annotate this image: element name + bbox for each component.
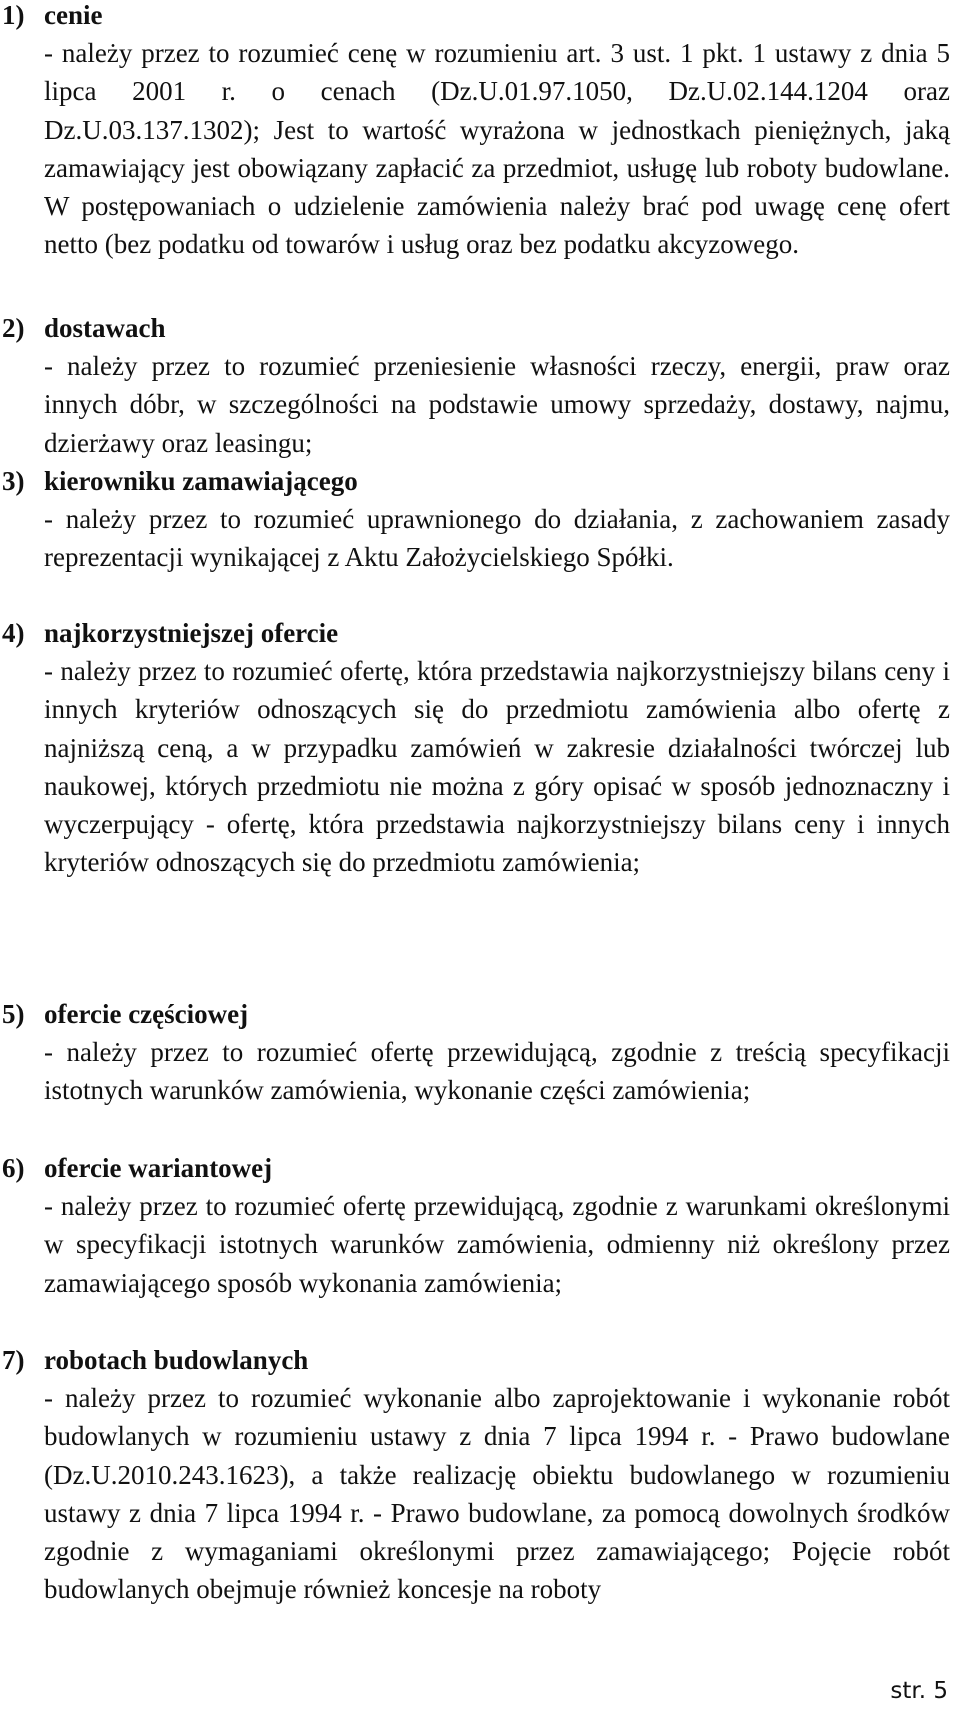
definition-item-ofercie-wariantowej [0, 1149, 960, 1302]
definition-heading [2, 1341, 950, 1379]
definition-item-ofercie-czesciowej [0, 995, 960, 1110]
definition-text: - należy przez to rozumieć ofertę, która przedstawia najkorzystniejszy bilans ceny i innych kryteriów odnoszących się do przedmiotu zamówienia albo ofertę z najniższą ceną, a w przypadku zamówień w zakresie działalności twórczej lub naukowej, których przedmiotu nie można z góry opisać w sposób jednoznaczny i wyczerpujący - ofertę, która przedstawia najkorzystniejszy bilans ceny i innych kryteriów odnoszących się do przedmiotu zamówienia; [44, 656, 950, 878]
definition-heading [2, 614, 950, 652]
definition-heading [2, 1149, 950, 1187]
definition-number: 4) [2, 618, 25, 648]
definition-item-kierowniku-zamawiajacego [0, 462, 960, 577]
definition-number: 2) [2, 313, 25, 343]
definition-term: najkorzystniejszej ofercie [44, 618, 339, 648]
definition-text: - należy przez to rozumieć przeniesienie własności rzeczy, energii, praw oraz innych dóbr, w szczególności na podstawie umowy sprzedaży, dostawy, najmu, dzierżawy oraz leasingu; [44, 351, 950, 458]
definition-heading [2, 995, 950, 1033]
definition-number: 6) [2, 1153, 25, 1183]
definition-number: 1) [2, 0, 25, 30]
definition-text: - należy przez to rozumieć ofertę przewidującą, zgodnie z treścią specyfikacji istotnych warunków zamówienia, wykonanie części zamówienia; [44, 1037, 950, 1106]
definition-term: ofercie częściowej [44, 999, 249, 1029]
definition-number: 5) [2, 999, 25, 1029]
definition-term: dostawach [44, 313, 166, 343]
definition-term: cenie [44, 0, 103, 30]
definition-number: 7) [2, 1345, 25, 1375]
definition-item-dostawach [0, 309, 960, 462]
definition-term: robotach budowlanych [44, 1345, 309, 1375]
definition-text: - należy przez to rozumieć wykonanie albo zaprojektowanie i wykonanie robót budowlanych w rozumieniu ustawy z dnia 7 lipca 1994 r. - Prawo budowlane (Dz.U.2010.243.1623), a także realizację obiektu budowlanego w rozumieniu ustawy z dnia 7 lipca 1994 r. - Prawo budowlane, za pomocą dowolnych środków zgodnie z wymaganiami określonymi przez zamawiającego; Pojęcie robót budowlanych obejmuje również koncesje na roboty [44, 1383, 950, 1605]
definition-item-robotach-budowlanych [0, 1341, 960, 1609]
definition-item-cenie [0, 0, 960, 264]
definition-heading [2, 462, 950, 500]
definition-text: - należy przez to rozumieć ofertę przewidującą, zgodnie z warunkami określonymi w specyfikacji istotnych warunków zamówienia, odmienny niż określony przez zamawiającego sposób wykonania zamówienia; [44, 1191, 950, 1298]
definition-term: kierowniku zamawiającego [44, 466, 358, 496]
definition-heading [2, 309, 950, 347]
definition-term: ofercie wariantowej [44, 1153, 273, 1183]
definition-heading [2, 0, 950, 34]
definition-item-najkorzystniejszej-ofercie [0, 614, 960, 882]
definition-text: - należy przez to rozumieć uprawnionego do działania, z zachowaniem zasady reprezentacji wynikającej z Aktu Założycielskiego Spółki. [44, 504, 950, 573]
page-number: str. 5 [890, 1678, 948, 1704]
definition-text: - należy przez to rozumieć cenę w rozumieniu art. 3 ust. 1 pkt. 1 ustawy z dnia 5 lipca 2001 r. o cenach (Dz.U.01.97.1050, Dz.U.02.144.1204 oraz Dz.U.03.137.1302); Jest to wartość wyrażona w jednostkach pieniężnych, jaką zamawiający jest obowiązany zapłacić za przedmiot, usługę lub roboty budowlane. W postępowaniach o udzielenie zamówienia należy brać pod uwagę cenę ofert netto (bez podatku od towarów i usług oraz bez podatku akcyzowego. [44, 38, 950, 260]
definition-number: 3) [2, 466, 25, 496]
